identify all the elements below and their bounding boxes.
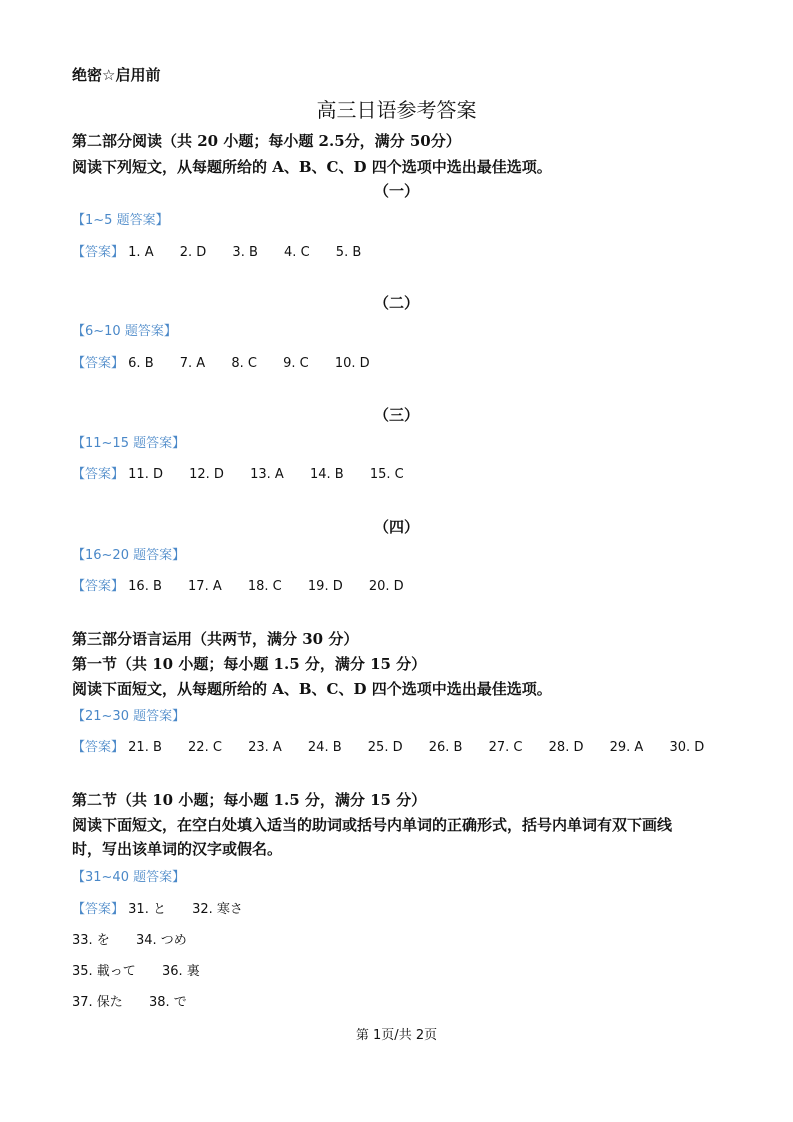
answer-item: 21. B — [128, 740, 162, 755]
answer-item: 1. A — [128, 245, 154, 260]
answer-tag: 【1~5 题答案】 — [72, 213, 169, 228]
answer-item: 37. 保た — [72, 995, 123, 1010]
answer-row — [72, 929, 209, 948]
answer-item: 2. D — [179, 245, 207, 260]
answer-row — [72, 960, 222, 979]
answer-row — [72, 991, 209, 1010]
answer-row — [72, 736, 726, 755]
part2-heading: 第二部分阅读（共 20 小题；每小题 2.5分，满分 50分） — [72, 132, 461, 150]
answer-tag: 【21~30 题答案】 — [72, 709, 186, 724]
answer-item: 17. A — [188, 579, 222, 594]
answer-item: 5. B — [335, 245, 362, 260]
answer-label: 【答案】 — [72, 467, 125, 482]
answer-item: 19. D — [307, 579, 343, 594]
answer-item: 38. で — [148, 995, 187, 1010]
answer-item: 7. A — [179, 356, 206, 371]
section-number: （四） — [373, 518, 419, 536]
section-number: （三） — [373, 406, 419, 424]
confidential-mark: 绝密☆启用前 — [72, 66, 161, 84]
answer-row — [72, 241, 383, 260]
answer-item: 26. B — [428, 740, 463, 755]
part3-sec2-heading: 第二节（共 10 小题；每小题 1.5 分，满分 15 分） — [72, 791, 427, 809]
part3-sec1-instruction: 阅读下面短文，从每题所给的 A、B、C、D 四个选项中选出最佳选项。 — [72, 680, 552, 698]
answer-item: 28. D — [548, 740, 584, 755]
answer-item: 27. C — [488, 740, 523, 755]
answer-row — [72, 352, 392, 371]
answer-row — [72, 898, 265, 917]
answer-label: 【答案】 — [72, 902, 125, 917]
answer-item: 9. C — [283, 356, 309, 371]
answer-item: 15. C — [369, 467, 404, 482]
answer-label: 【答案】 — [72, 356, 125, 371]
answer-item: 4. C — [284, 245, 310, 260]
part3-sec2-instruction-line2: 时，写出该单词的汉字或假名。 — [72, 840, 283, 858]
section-number: （一） — [373, 182, 419, 200]
answer-row — [72, 575, 426, 594]
part2-instruction: 阅读下列短文，从每题所给的 A、B、C、D 四个选项中选出最佳选项。 — [72, 158, 552, 176]
answer-item: 25. D — [367, 740, 403, 755]
answer-item: 16. B — [128, 579, 162, 594]
answer-item: 31. と — [128, 902, 166, 917]
page-title: 高三日语参考答案 — [316, 98, 477, 122]
answer-item: 6. B — [128, 356, 154, 371]
answer-item: 35. 載って — [72, 964, 136, 979]
answer-item: 32. 寒さ — [192, 902, 243, 917]
answer-label: 【答案】 — [72, 579, 125, 594]
answer-item: 30. D — [669, 740, 705, 755]
answer-tag: 【31~40 题答案】 — [72, 870, 186, 885]
answer-item: 29. A — [609, 740, 644, 755]
answer-item: 10. D — [334, 356, 370, 371]
answer-row — [72, 463, 426, 482]
answer-item: 18. C — [247, 579, 282, 594]
answer-item: 23. A — [248, 740, 282, 755]
answer-item: 20. D — [368, 579, 404, 594]
answer-tag: 【11~15 题答案】 — [72, 436, 186, 451]
answer-tag: 【6~10 题答案】 — [72, 324, 177, 339]
answer-item: 8. C — [231, 356, 257, 371]
section-number: （二） — [373, 294, 419, 312]
answer-item: 33. を — [72, 933, 110, 948]
part3-sec1-heading: 第一节（共 10 小题；每小题 1.5 分，满分 15 分） — [72, 655, 427, 673]
page-footer: 第 1页/共 2页 — [355, 1028, 438, 1043]
answer-item: 36. 裏 — [161, 964, 200, 979]
answer-label: 【答案】 — [72, 245, 125, 260]
answer-item: 3. B — [232, 245, 258, 260]
part3-sec2-instruction-line1: 阅读下面短文，在空白处填入适当的助词或括号内单词的正确形式，括号内单词有双下画线 — [72, 816, 673, 834]
answer-item: 22. C — [188, 740, 222, 755]
answer-item: 34. つめ — [135, 933, 187, 948]
answer-item: 11. D — [128, 467, 163, 482]
answer-tag: 【16~20 题答案】 — [72, 548, 186, 563]
answer-item: 14. B — [309, 467, 344, 482]
answer-item: 12. D — [189, 467, 224, 482]
answer-item: 24. B — [307, 740, 342, 755]
answer-item: 13. A — [250, 467, 284, 482]
answer-label: 【答案】 — [72, 740, 125, 755]
part3-heading: 第三部分语言运用（共两节，满分 30 分） — [72, 630, 359, 648]
